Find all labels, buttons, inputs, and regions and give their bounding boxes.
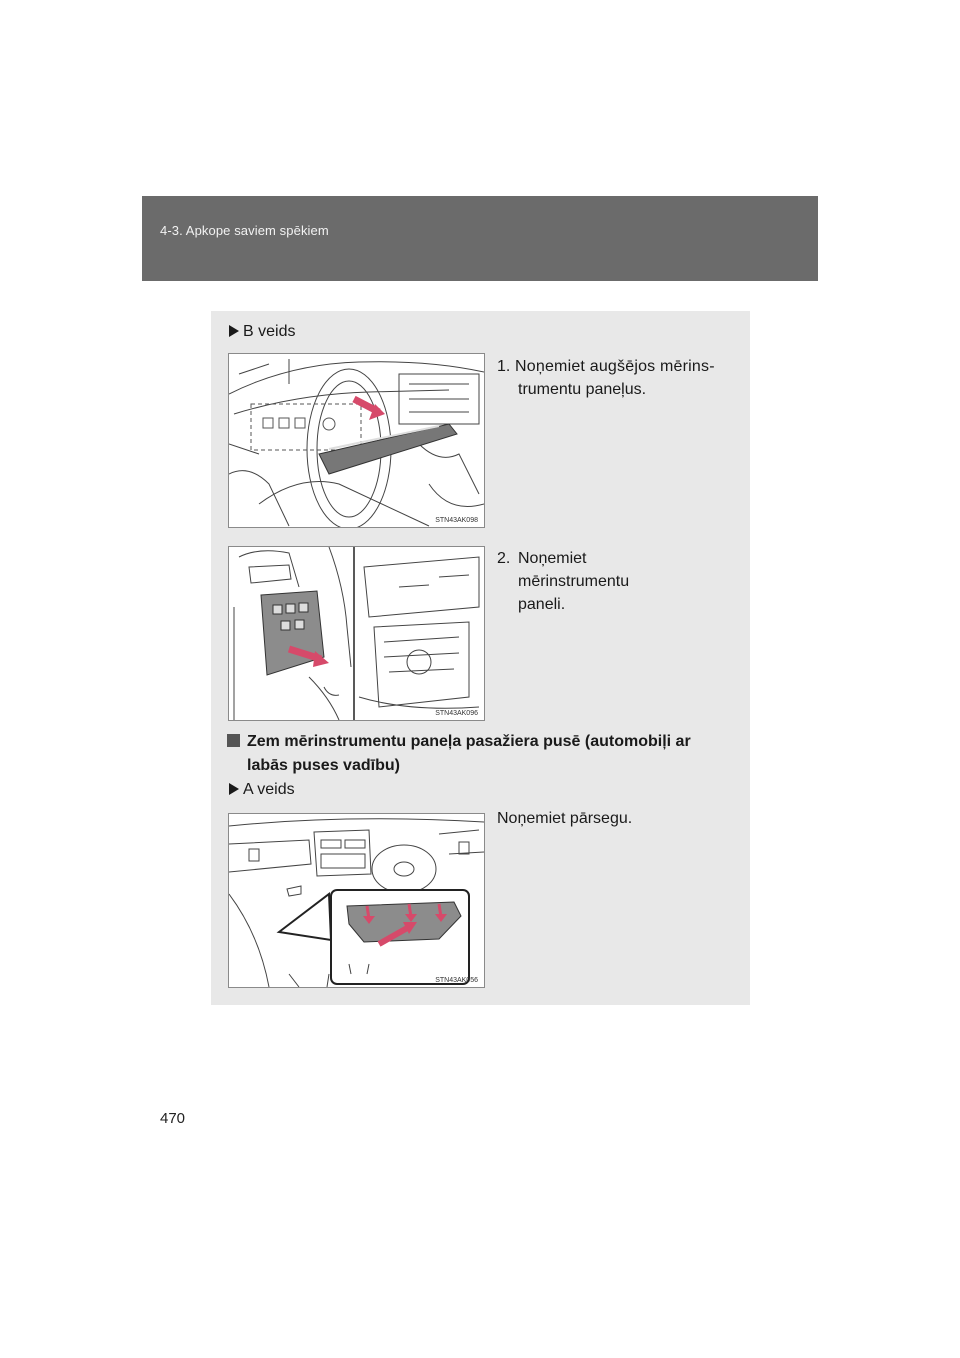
- square-bullet-icon: [227, 734, 240, 747]
- step-2-line-2: paneli.: [518, 596, 566, 613]
- step-1-number: 1.: [497, 358, 511, 375]
- figure-code: STN43AK056: [435, 977, 478, 984]
- type-b-label: [229, 321, 295, 343]
- page-number: 470: [160, 1110, 186, 1127]
- section-note: [227, 730, 737, 778]
- step-1-line-1: Noņemiet augšējos mērins-: [515, 358, 715, 375]
- dashboard-illustration: [229, 354, 484, 527]
- type-b-label-text: B veids: [243, 323, 296, 340]
- figure-instrument-panel: [228, 546, 485, 721]
- type-a-label-text: A veids: [243, 781, 295, 798]
- header-band: [142, 196, 818, 281]
- type-a-label: [229, 779, 295, 801]
- step-1-line-2: trumentu paneļus.: [518, 381, 647, 398]
- section-title: 4-3. Apkope saviem spēkiem: [160, 223, 329, 238]
- triangle-bullet-icon: [229, 783, 239, 795]
- figure-upper-panels: [228, 353, 485, 528]
- step-2-number: 2.: [497, 550, 511, 567]
- triangle-bullet-icon: [229, 325, 239, 337]
- cover-illustration: [229, 814, 484, 987]
- figure-cover: [228, 813, 485, 988]
- figure-code: STN43AK096: [435, 710, 478, 717]
- note-line-2: labās puses vadību): [247, 757, 400, 774]
- figure-code: STN43AK098: [435, 517, 478, 524]
- step-2: [497, 547, 729, 616]
- panel-illustration: [229, 547, 484, 720]
- step-1: [497, 355, 729, 401]
- note-line-1: Zem mērinstrumentu paneļa pasažiera pusē (automobiļi ar: [247, 733, 691, 750]
- type-a-instruction: Noņemiet pārsegu.: [497, 810, 633, 827]
- step-2-line-1: Noņemiet mērinstrumentu: [518, 550, 630, 590]
